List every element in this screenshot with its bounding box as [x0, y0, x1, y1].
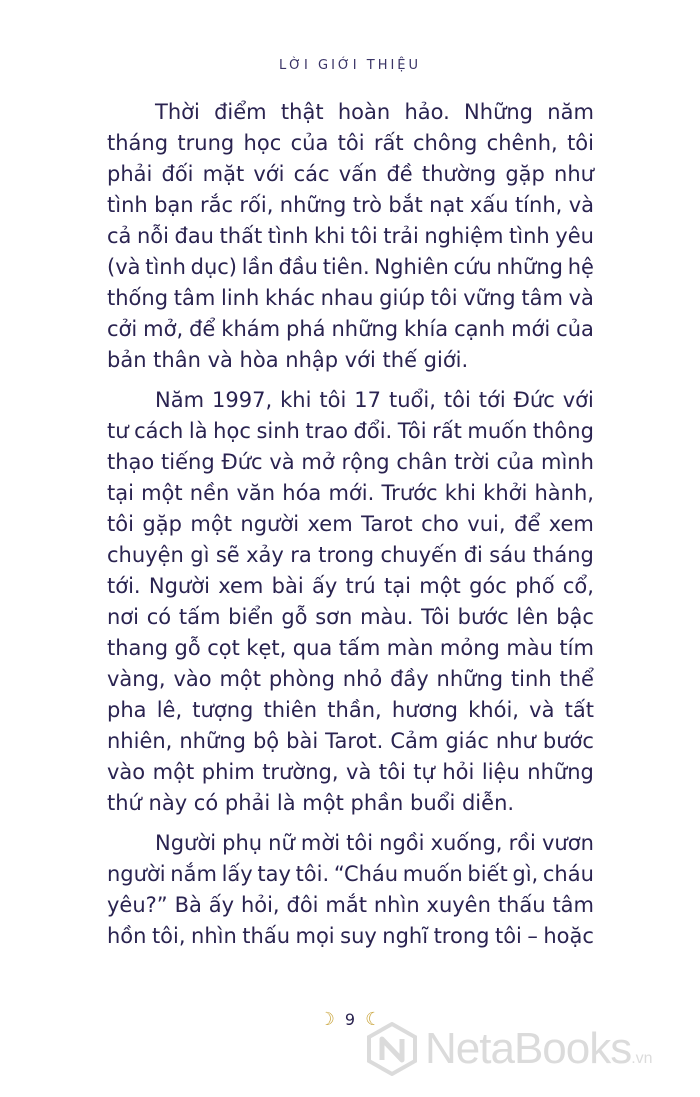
text-line: tới. Người xem bài ấy trú tại một góc phố cổ,: [107, 574, 594, 598]
text-line: vào một phim trường, và tôi tự hỏi liệu những: [107, 760, 594, 784]
text-line: cả nỗi đau thất tình khi tôi trải nghiệm tình yêu: [107, 224, 594, 248]
paragraph-gap: [107, 819, 594, 828]
netabooks-logo-icon: [365, 1022, 419, 1076]
watermark-text: NetaBooks.vn: [425, 1024, 653, 1073]
text-line: Năm 1997, khi tôi 17 tuổi, tôi tới Đức với: [155, 388, 594, 412]
text-line: yêu?” Bà ấy hỏi, đôi mắt nhìn xuyên thấu tâm: [107, 893, 594, 917]
text-line: tháng trung học của tôi rất chông chênh, tôi: [107, 131, 594, 155]
text-line: nhiên, những bộ bài Tarot. Cảm giác như bước: [107, 729, 594, 753]
text-line: chuyện gì sẽ xảy ra trong chuyến đi sáu tháng: [107, 543, 594, 567]
text-line: Thời điểm thật hoàn hảo. Những năm: [155, 100, 594, 124]
text-line: nơi có tấm biển gỗ sơn màu. Tôi bước lên bậc: [107, 605, 594, 629]
text-line: Người phụ nữ mời tôi ngồi xuống, rồi vươn: [155, 831, 594, 855]
text-line: bản thân và hòa nhập với thế giới.: [107, 348, 469, 372]
text-line: thống tâm linh khác nhau giúp tôi vững tâm và: [107, 286, 594, 310]
text-line: thang gỗ cọt kẹt, qua tấm màn mỏng màu tím: [107, 636, 594, 660]
body-text: [107, 97, 594, 952]
paragraph: [107, 828, 594, 952]
text-line: cởi mở, để khám phá những khía cạnh mới của: [107, 317, 594, 341]
waning-moon-icon: ☾: [365, 1009, 382, 1030]
text-line: vàng, vào một phòng nhỏ đầy những tinh thể: [107, 667, 594, 691]
running-header: LỜI GIỚI THIỆU: [278, 58, 422, 73]
text-line: tôi gặp một người xem Tarot cho vui, để xem: [107, 512, 594, 536]
paragraph: [107, 97, 594, 376]
text-line: pha lê, tượng thiên thần, hương khói, và tất: [107, 698, 594, 722]
text-line: (và tình dục) lần đầu tiên. Nghiên cứu những hệ: [107, 255, 594, 279]
waxing-moon-icon: ☽: [318, 1009, 335, 1030]
watermark: [365, 1022, 653, 1076]
paragraph-gap: [107, 376, 594, 385]
text-line: tại một nền văn hóa mới. Trước khi khởi hành,: [107, 481, 594, 505]
text-line: phải đối mặt với các vấn đề thường gặp như: [107, 162, 594, 186]
page-number: 9: [344, 1010, 356, 1029]
text-line: thạo tiếng Đức và mở rộng chân trời của mình: [107, 450, 594, 474]
text-line: tình bạn rắc rối, những trò bắt nạt xấu tính, và: [107, 193, 594, 217]
paragraph: [107, 385, 594, 819]
text-line: thứ này có phải là một phần buổi diễn.: [107, 791, 515, 815]
text-line: hồn tôi, nhìn thấu mọi suy nghĩ trong tôi – hoặc: [107, 924, 594, 948]
text-line: người nắm lấy tay tôi. “Cháu muốn biết gì, cháu: [107, 862, 594, 886]
text-line: tư cách là học sinh trao đổi. Tôi rất muốn thông: [107, 419, 594, 443]
